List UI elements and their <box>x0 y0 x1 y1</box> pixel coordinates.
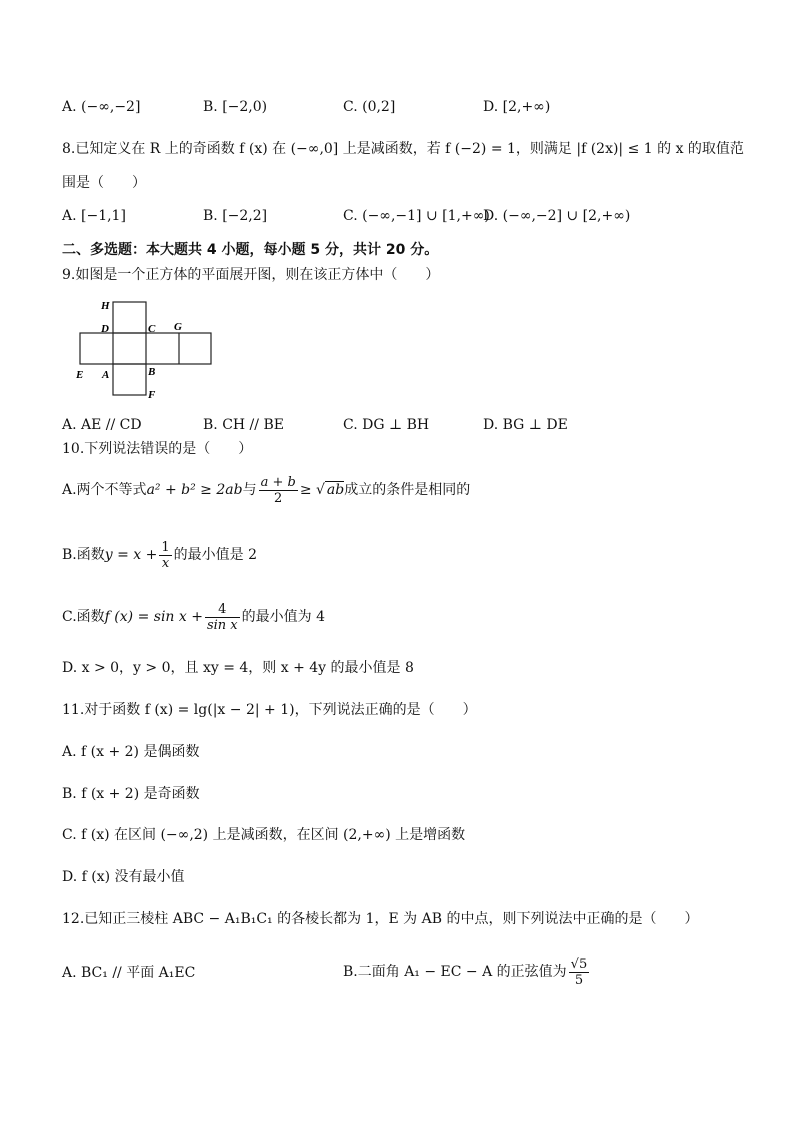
q10-b-prefix: B.函数 <box>62 547 105 563</box>
label-f: F <box>148 389 156 401</box>
cube-net-figure <box>74 294 224 404</box>
section-title: 二、多选题：本大题共 4 小题，每小题 5 分，共计 20 分。 <box>62 242 439 258</box>
q10-b-fraction <box>159 540 171 571</box>
q11-option-d: D. f (x) 没有最小值 <box>62 869 185 885</box>
q12-b-prefix: B.二面角 A₁ − EC − A 的正弦值为 <box>343 964 567 980</box>
label-a: A <box>102 369 110 381</box>
label-e: E <box>76 369 84 381</box>
q8-stem-line1: 8.已知定义在 R 上的奇函数 f (x) 在 (−∞,0] 上是减函数，若 f (−2) = 1，则满足 |f (2x)| ≤ 1 的 x 的取值范 <box>62 141 744 157</box>
q10-a-suffix: 成立的条件是相同的 <box>344 482 471 498</box>
q10-a-ge: ≥ <box>299 482 312 498</box>
q10-a-numerator: a + b <box>260 474 296 490</box>
q8-option-a: A. [−1,1] <box>62 208 126 224</box>
q9-option-a: A. AE // CD <box>62 417 142 433</box>
q9-option-b: B. CH // BE <box>203 417 284 433</box>
q7-option-b: B. [−2,0) <box>203 99 268 115</box>
q11-option-b: B. f (x + 2) 是奇函数 <box>62 786 200 802</box>
q10-c-expr: f (x) = sin x + <box>104 609 203 625</box>
q9-option-d: D. BG ⊥ DE <box>483 417 568 433</box>
q10-b-suffix: 的最小值是 2 <box>173 547 258 563</box>
q10-c-suffix: 的最小值为 4 <box>241 609 325 625</box>
label-g: G <box>174 321 182 333</box>
label-h: H <box>101 300 110 312</box>
q10-option-b <box>62 535 257 575</box>
q7-option-c: C. (0,2] <box>343 99 396 115</box>
q11-option-a: A. f (x + 2) 是偶函数 <box>62 744 200 760</box>
q10-b-denominator: x <box>161 555 170 571</box>
q10-a-fraction <box>259 475 298 506</box>
q7-option-d: D. [2,+∞) <box>483 99 551 115</box>
q10-option-d: D. x > 0，y > 0，且 xy = 4，则 x + 4y 的最小值是 8 <box>62 660 414 676</box>
q9-stem: 9.如图是一个正方体的平面展开图，则在该正方体中（ ） <box>62 267 440 283</box>
q12-b-fraction <box>569 957 590 988</box>
q10-option-c <box>62 597 325 637</box>
q10-c-numerator: 4 <box>205 602 240 618</box>
q8-option-c: C. (−∞,−1] ∪ [1,+∞) <box>343 208 490 224</box>
q12-stem: 12.已知正三棱柱 ABC − A₁B₁C₁ 的各棱长都为 1，E 为 AB 的中点，则下列说法中正确的是（ ） <box>62 911 699 927</box>
q8-stem-line2: 围是（ ） <box>62 175 146 191</box>
q8-option-b: B. [−2,2] <box>203 208 268 224</box>
q10-stem: 10.下列说法错误的是（ ） <box>62 441 253 457</box>
q10-option-a: A.两个不等式a² + b² ≥ 2ab与 $\frac{a + b}{2}$ ≥ √ ab成立的条件是相同的 <box>62 474 471 506</box>
q7-option-a: A. (−∞,−2] <box>62 99 141 115</box>
q10-a-denominator: 2 <box>274 490 283 506</box>
q10-b-expr: y = x + <box>104 547 158 563</box>
q12-option-b <box>343 950 591 994</box>
q12-b-numerator: √5 <box>570 956 588 972</box>
q10-c-fraction <box>205 602 240 633</box>
q12-option-a: A. BC₁ // 平面 A₁EC <box>62 965 196 981</box>
q8-option-d: D. (−∞,−2] ∪ [2,+∞) <box>483 208 631 224</box>
q10-a-mid: 与 <box>242 482 257 498</box>
q11-option-c: C. f (x) 在区间 (−∞,2) 上是减函数，在区间 (2,+∞) 上是增函数 <box>62 827 466 843</box>
q11-stem: 11.对于函数 f (x) = lg(|x − 2| + 1)，下列说法正确的是（ ） <box>62 702 477 718</box>
q10-c-prefix: C.函数 <box>62 609 105 625</box>
q12-b-denominator: 5 <box>574 972 584 988</box>
label-c: C <box>148 323 156 335</box>
label-b: B <box>148 366 156 378</box>
q10-a-prefix: A.两个不等式 <box>62 482 147 498</box>
q10-a-sqrt: ab <box>326 482 345 498</box>
q10-c-denominator: sin x <box>206 617 238 633</box>
q10-b-numerator: 1 <box>161 539 170 555</box>
label-d: D <box>101 323 109 335</box>
q9-option-c: C. DG ⊥ BH <box>343 417 430 433</box>
q10-a-ineq1: a² + b² ≥ 2ab <box>146 482 243 498</box>
